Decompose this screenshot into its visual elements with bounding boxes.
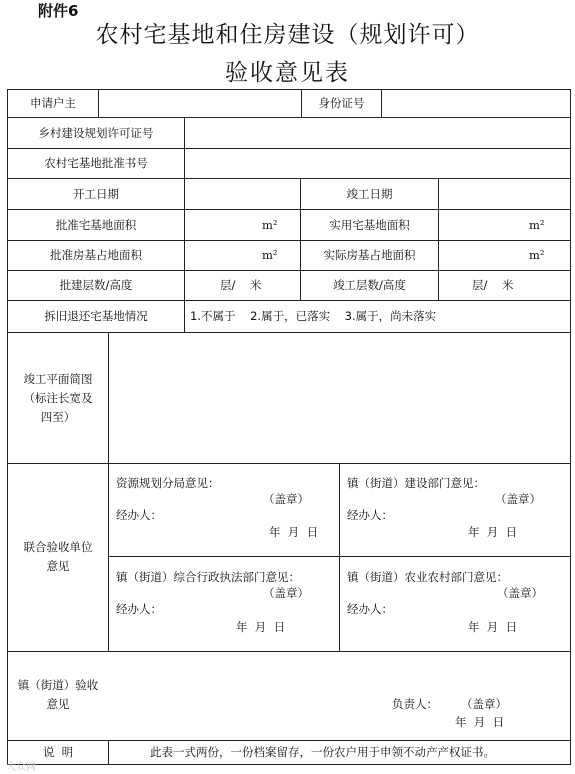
seal-1: （盖章）	[263, 492, 309, 506]
form-title-line1: 农村宅基地和住房建设（规划许可）	[95, 22, 480, 48]
demolition-label: 拆旧退还宅基地情况	[44, 309, 148, 323]
date-4: 年 月 日	[468, 620, 518, 634]
date-1: 年 月 日	[269, 525, 319, 539]
seal-3: （盖章）	[263, 586, 309, 600]
actual-homestead-area-label: 实用宅基地面积	[329, 218, 410, 232]
completed-floors-unit: 层/ 米	[472, 278, 514, 292]
form-title-line2: 验收意见表	[225, 60, 350, 86]
remarks-label: 说 明	[42, 745, 74, 759]
plan-sketch-area[interactable]	[109, 333, 570, 463]
township-enforcement-opinion: 镇（街道）综合行政执法部门意见：	[116, 570, 300, 584]
id-number-label: 身份证号	[318, 96, 365, 110]
demolition-options[interactable]: 1.不属于 2.属于，已落实 3.属于，尚未落实	[190, 309, 437, 323]
seal-responsible: （盖章）	[461, 697, 507, 711]
watermark: 大众网	[6, 762, 36, 773]
plan-sketch-label: 竣工平面简图 （标注长宽及 四至）	[23, 372, 93, 424]
actual-homestead-area-unit: m²	[529, 218, 545, 232]
joint-acceptance-label: 联合验收单位 意见	[23, 540, 93, 573]
handler-1: 经办人：	[116, 508, 162, 522]
homestead-approval-field[interactable]	[185, 149, 570, 178]
seal-4: （盖章）	[497, 586, 543, 600]
actual-floor-area-label: 实际房基占地面积	[323, 248, 416, 262]
township-acceptance-label: 镇（街道）验收 意见	[17, 678, 99, 711]
resource-bureau-opinion: 资源规划分局意见：	[116, 476, 220, 490]
approved-floor-area-label: 批准房基占地面积	[50, 248, 142, 262]
completion-date-label: 竣工日期	[346, 187, 393, 201]
approved-floors-label: 批建层数/高度	[59, 278, 133, 292]
handler-4: 经办人：	[347, 602, 393, 616]
approved-homestead-area-label: 批准宅基地面积	[55, 218, 137, 232]
homestead-approval-label: 农村宅基地批准书号	[44, 156, 148, 170]
responsible-person: 负责人：	[392, 697, 438, 711]
actual-floor-area-unit: m²	[529, 248, 545, 262]
start-date-field[interactable]	[185, 179, 300, 209]
seal-2: （盖章）	[495, 492, 541, 506]
permit-number-label: 乡村建设规划许可证号	[38, 126, 154, 140]
completed-floors-label: 竣工层数/高度	[333, 278, 406, 292]
permit-number-field[interactable]	[185, 118, 570, 148]
approved-homestead-area-unit: m²	[262, 218, 278, 232]
township-construction-opinion: 镇（街道）建设部门意见：	[347, 476, 485, 490]
applicant-field[interactable]	[99, 90, 301, 117]
handler-3: 经办人：	[116, 602, 162, 616]
start-date-label: 开工日期	[73, 187, 119, 201]
date-2: 年 月 日	[468, 525, 518, 539]
date-3: 年 月 日	[236, 620, 286, 634]
applicant-label: 申请户主	[30, 96, 76, 110]
handler-2: 经办人：	[347, 508, 393, 522]
attachment-label: 附件6	[38, 2, 79, 20]
completion-date-field[interactable]	[439, 179, 570, 209]
township-agri-opinion: 镇（街道）农业农村部门意见：	[347, 570, 508, 584]
id-number-field[interactable]	[382, 90, 570, 117]
date-responsible: 年 月 日	[455, 715, 505, 729]
approved-floors-unit: 层/ 米	[220, 278, 262, 292]
remarks-text: 此表一式两份，一份档案留存，一份农户用于申领不动产产权证书。	[150, 745, 495, 759]
approved-floor-area-unit: m²	[262, 248, 278, 262]
